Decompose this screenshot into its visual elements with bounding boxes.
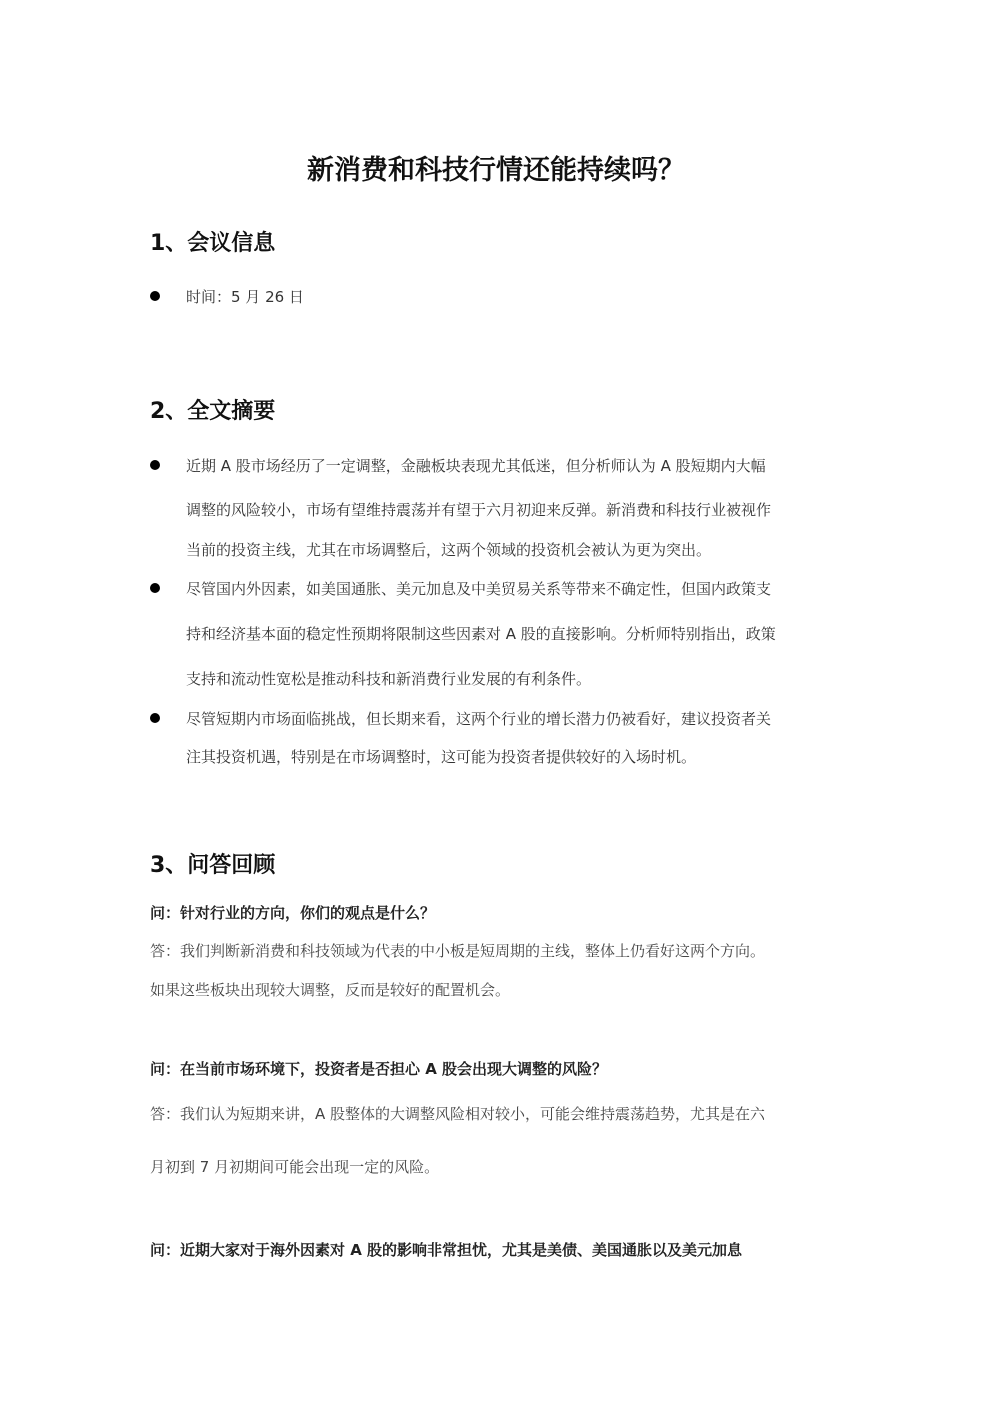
- document-title: 新消费和科技行情还能持续吗？: [307, 155, 685, 186]
- bullet-icon: [150, 583, 160, 593]
- meeting-time: 时间：5 月 26 日: [186, 288, 304, 306]
- qa-question: 问：在当前市场环境下，投资者是否担心 A 股会出现大调整的风险？: [150, 1060, 608, 1078]
- bullet-icon: [150, 460, 160, 470]
- qa-question: 问：针对行业的方向，你们的观点是什么？: [150, 904, 436, 922]
- summary-line: 尽管短期内市场面临挑战，但长期来看，这两个行业的增长潜力仍被看好，建议投资者关: [186, 710, 772, 728]
- summary-line: 注其投资机遇，特别是在市场调整时，这可能为投资者提供较好的入场时机。: [186, 748, 697, 766]
- bullet-icon: [150, 713, 160, 723]
- qa-question: 问：近期大家对于海外因素对 A 股的影响非常担忧，尤其是美债、美国通胀以及美元加息: [150, 1241, 743, 1259]
- qa-answer-line: 答：我们认为短期来讲，A 股整体的大调整风险相对较小，可能会维持震荡趋势，尤其是在六: [150, 1105, 766, 1123]
- section-heading-qa: 3、问答回顾: [150, 853, 276, 878]
- section-heading-meeting-info: 1、会议信息: [150, 231, 276, 256]
- summary-line: 持和经济基本面的稳定性预期将限制这些因素对 A 股的直接影响。分析师特别指出，政策: [186, 625, 776, 643]
- qa-answer-line: 月初到 7 月初期间可能会出现一定的风险。: [150, 1158, 440, 1176]
- qa-answer-line: 如果这些板块出现较大调整，反而是较好的配置机会。: [150, 981, 511, 999]
- bullet-icon: [150, 291, 160, 301]
- section-heading-summary: 2、全文摘要: [150, 399, 276, 424]
- list-item: [150, 578, 850, 688]
- summary-line: 近期 A 股市场经历了一定调整，金融板块表现尤其低迷，但分析师认为 A 股短期内大幅: [186, 457, 766, 475]
- list-item: [150, 455, 850, 559]
- qa-answer-line: 答：我们判断新消费和科技领域为代表的中小板是短周期的主线，整体上仍看好这两个方向。: [150, 942, 766, 960]
- summary-line: 当前的投资主线，尤其在市场调整后，这两个领域的投资机会被认为更为突出。: [186, 541, 712, 559]
- list-item: [150, 288, 850, 308]
- summary-line: 调整的风险较小，市场有望维持震荡并有望于六月初迎来反弹。新消费和科技行业被视作: [186, 501, 772, 519]
- summary-line: 尽管国内外因素，如美国通胀、美元加息及中美贸易关系等带来不确定性，但国内政策支: [186, 580, 772, 598]
- list-item: [150, 708, 850, 768]
- summary-line: 支持和流动性宽松是推动科技和新消费行业发展的有利条件。: [186, 670, 592, 688]
